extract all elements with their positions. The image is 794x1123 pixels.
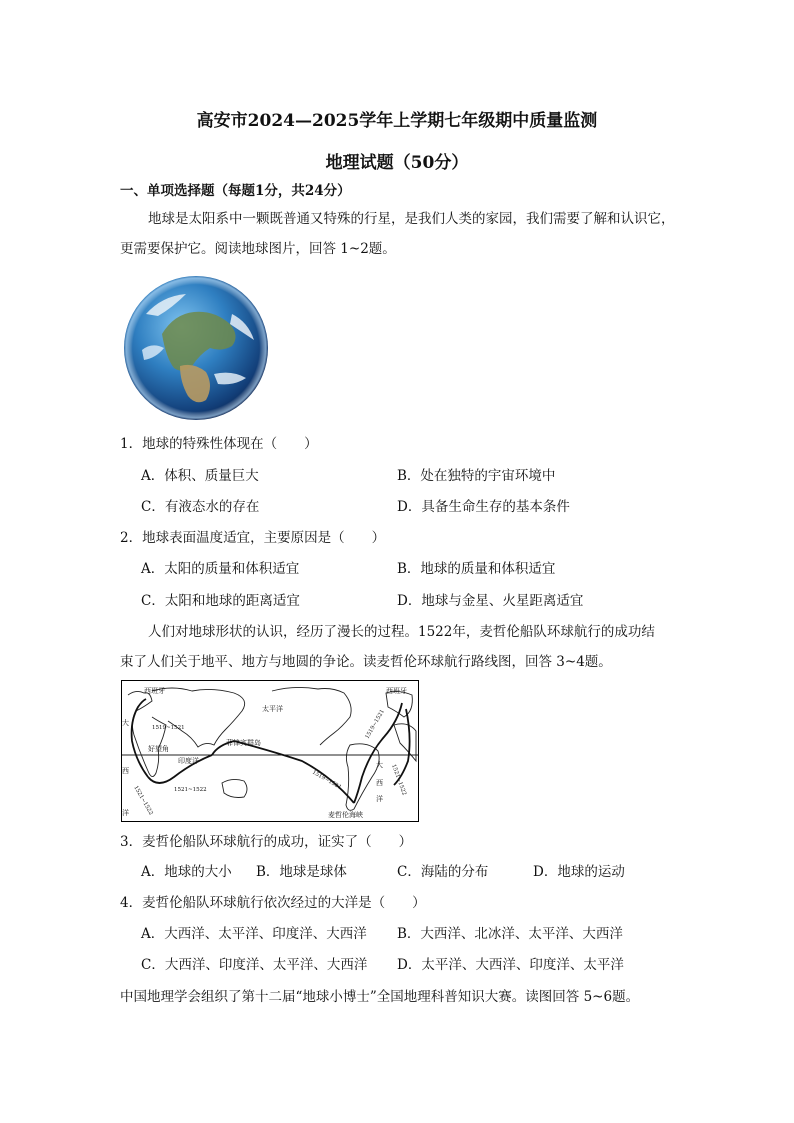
q4-option-d[interactable]: D．太平洋、大西洋、印度洋、太平洋 xyxy=(397,957,624,973)
map-label-atlantic: 西 xyxy=(122,767,129,775)
map-label-years: 1519~1521 xyxy=(311,769,343,792)
question-3-stem: 3．麦哲伦船队环球航行的成功，证实了（ ） xyxy=(120,834,413,850)
question-4-stem: 4．麦哲伦船队环球航行依次经过的大洋是（ ） xyxy=(120,895,426,911)
map-label-spain: 西班牙 xyxy=(144,687,165,695)
map-label-cape-of-good-hope: 好望角 xyxy=(148,745,169,753)
map-label-magellan-strait: 麦哲伦海峡 xyxy=(328,811,363,819)
map-label-atlantic: 大 xyxy=(376,761,383,769)
map-label-years: 1519~1521 xyxy=(152,725,185,731)
q1-option-a[interactable]: A．体积、质量巨大 xyxy=(141,468,259,484)
map-label-years: 1521~1522 xyxy=(174,787,207,793)
map-label-philippines: 菲律宾群岛 xyxy=(226,739,261,747)
q2-option-c[interactable]: C．太阳和地球的距离适宜 xyxy=(141,593,300,609)
map-label-atlantic: 洋 xyxy=(376,795,383,803)
q2-option-b[interactable]: B．地球的质量和体积适宜 xyxy=(397,561,556,577)
route-line xyxy=(212,741,354,803)
map-label-years: 1519~1521 xyxy=(364,708,387,740)
earth-image xyxy=(122,274,270,422)
exam-title: 高安市2024—2025学年上学期七年级期中质量监测 xyxy=(196,111,598,131)
north-america-outline xyxy=(272,687,351,745)
section-heading: 一、单项选择题（每题1分，共24分） xyxy=(120,183,351,199)
q4-option-b[interactable]: B．大西洋、北冰洋、太平洋、大西洋 xyxy=(397,926,623,942)
question-1-stem: 1．地球的特殊性体现在（ ） xyxy=(120,436,318,452)
q3-option-c[interactable]: C．海陆的分布 xyxy=(397,864,489,880)
map-label-indian-ocean: 印度洋 xyxy=(178,757,199,765)
map-label-atlantic: 西 xyxy=(376,779,383,787)
q1-option-b[interactable]: B．处在独特的宇宙环境中 xyxy=(397,468,556,484)
exam-subtitle: 地理试题（50分） xyxy=(325,153,469,173)
australia-outline xyxy=(222,779,247,797)
q3-option-d[interactable]: D．地球的运动 xyxy=(533,864,625,880)
question-2-stem: 2．地球表面温度适宜，主要原因是（ ） xyxy=(120,530,386,546)
map-label-atlantic: 大 xyxy=(122,719,129,727)
magellan-route-map xyxy=(121,680,419,822)
q4-option-c[interactable]: C．大西洋、印度洋、太平洋、大西洋 xyxy=(141,957,368,973)
intro-paragraph-line: 更需要保护它。阅读地球图片，回答 1~2题。 xyxy=(120,241,396,257)
q2-option-a[interactable]: A．太阳的质量和体积适宜 xyxy=(141,561,300,577)
intro-paragraph-line: 中国地理学会组织了第十二届“地球小博士”全国地理科普知识大赛。读图回答 5~6题。 xyxy=(120,989,640,1005)
africa-outline xyxy=(128,691,166,776)
q2-option-d[interactable]: D．地球与金星、火星距离适宜 xyxy=(397,593,584,609)
map-label-pacific: 太平洋 xyxy=(262,705,283,713)
map-label-spain: 西班牙 xyxy=(386,687,407,695)
q1-option-c[interactable]: C．有液态水的存在 xyxy=(141,499,260,515)
intro-paragraph-line: 人们对地球形状的认识，经历了漫长的过程。1522年，麦哲伦船队环球航行的成功结 xyxy=(148,624,655,640)
q4-option-a[interactable]: A．大西洋、太平洋、印度洋、大西洋 xyxy=(141,926,367,942)
q3-option-b[interactable]: B．地球是球体 xyxy=(256,864,347,880)
q3-option-a[interactable]: A．地球的大小 xyxy=(141,864,232,880)
intro-paragraph-line: 束了人们关于地平、地方与地圆的争论。读麦哲伦环球航行路线图，回答 3~4题。 xyxy=(120,654,612,670)
map-label-years: 1521~1522 xyxy=(132,785,154,817)
map-label-atlantic: 洋 xyxy=(122,809,129,817)
map-label-years: 1521~1522 xyxy=(390,763,407,797)
intro-paragraph-line: 地球是太阳系中一颗既普通又特殊的行星，是我们人类的家园，我们需要了解和认识它， xyxy=(148,211,675,227)
q1-option-d[interactable]: D．具备生命生存的基本条件 xyxy=(397,499,570,515)
